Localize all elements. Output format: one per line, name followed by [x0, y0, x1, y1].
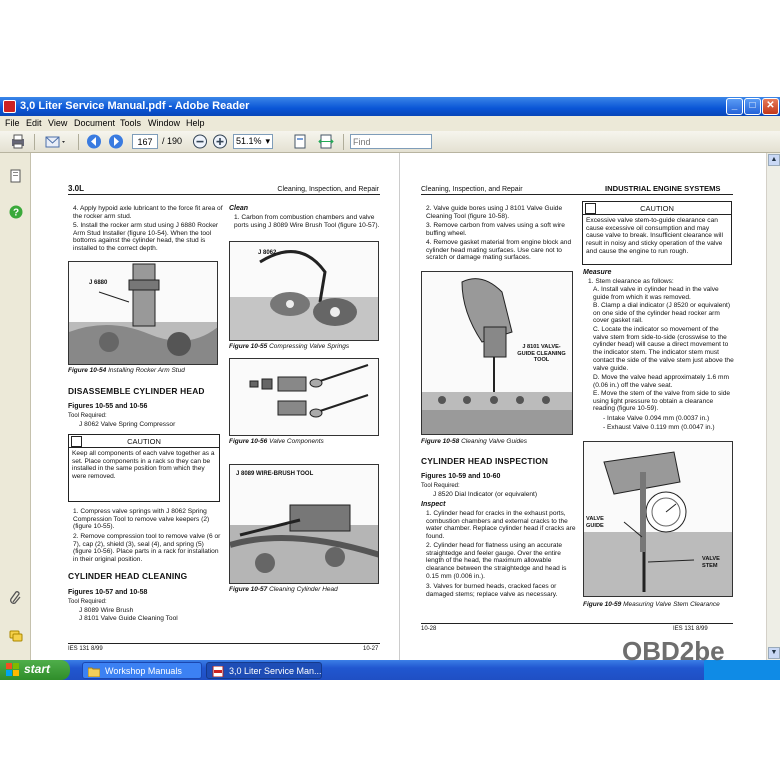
title-bar [0, 97, 780, 116]
zoom-in-icon[interactable] [212, 134, 228, 149]
fit-page-icon[interactable] [292, 134, 308, 149]
zoom-out-icon[interactable] [192, 134, 208, 149]
email-icon[interactable] [44, 134, 66, 149]
step-text: 2. Remove compression tool to remove valve (6 or 7), cap (2), shield (3), seal (4), and spring (5) (figure 10-56). Place parts in a rack for installation in their original position. [73, 533, 221, 564]
maximize-button[interactable]: □ [744, 98, 761, 115]
close-button[interactable]: ✕ [762, 98, 779, 115]
svg-text:?: ? [12, 207, 20, 219]
window-title: 3,0 Liter Service Manual.pdf - Adobe Reader [20, 100, 250, 112]
minimize-button[interactable]: _ [726, 98, 743, 115]
step-text: B. Clamp a dial indicator (J 8520 or equivalent) on one side of the cylinder head rocker arm cover gasket rail. [593, 302, 731, 325]
figure-caption: Figure 10-58 Cleaning Valve Guides [421, 438, 527, 445]
figure-caption: Figure 10-57 Cleaning Cylinder Head [229, 586, 338, 593]
subheading: Measure [583, 269, 612, 276]
figure-caption: Figure 10-55 Compressing Valve Springs [229, 343, 350, 350]
step-text: 4. Apply hypoid axle lubricant to the force fit area of the rocker arm stud. [73, 205, 223, 220]
figure-callout: J 8101 VALVE-GUIDE CLEANING TOOL [517, 344, 566, 363]
caution-text: Keep all components of each valve together as a set. Place components in a rack so they can be installed in the same position from which they were removed. [72, 450, 215, 481]
tool-item: J 8520 Dial Indicator (or equivalent) [433, 491, 538, 498]
figure-caption: Figure 10-59 Measuring Valve Stem Clearance [583, 601, 720, 608]
page-header: INDUSTRIAL ENGINE SYSTEMS [605, 184, 721, 193]
caution-box: CAUTION Excessive valve stem-to-guide clearance can cause excessive oil consumption and may cause valve to break. Insufficient clearance will result in noisy and sticky operation of the valve and cause the engine to run rough. [582, 201, 732, 265]
print-icon[interactable] [10, 134, 26, 149]
attachments-icon[interactable] [9, 590, 23, 604]
page-header: 3.0L [68, 184, 85, 193]
step-text: 1. Stem clearance as follows: [588, 278, 674, 285]
vertical-scrollbar[interactable] [766, 153, 780, 660]
step-text: 3. Remove carbon from valves using a soft wire buffing wheel. [426, 222, 565, 237]
figure-caption: Figure 10-56 Valve Components [229, 438, 324, 445]
step-text: A. Install valve in cylinder head in the valve guide from which it was removed. [593, 286, 719, 301]
tool-item: J 8101 Valve Guide Cleaning Tool [79, 615, 178, 622]
figures-ref: Figures 10-55 and 10-56 [68, 403, 148, 410]
figure-callout: VALVE STEM [702, 556, 720, 569]
step-text: 1. Carbon from combustion chambers and valve ports using J 8089 Wire Brush Tool (figure 10-57). [234, 214, 380, 229]
help-icon[interactable] [9, 205, 23, 219]
figure-callout: J 8089 WIRE-BRUSH TOOL [236, 471, 314, 477]
pdf-icon [212, 666, 224, 677]
next-page-icon[interactable] [108, 134, 124, 149]
figure-10-59 [583, 441, 733, 597]
step-text: 5. Install the rocker arm stud using J 6880 Rocker Arm Stud Installer (figure 10-54). When the tool bottoms against the cylinder head, the stud is installed to the correct depth. [73, 222, 219, 253]
spec-value: - Intake Valve 0.094 mm (0.0037 in.) [603, 415, 710, 422]
figure-10-55 [229, 241, 379, 341]
figure-caption: Figure 10-54 Installing Rocker Arm Stud [68, 367, 185, 374]
adobe-reader-window [0, 97, 780, 660]
section-heading: CYLINDER HEAD INSPECTION [421, 456, 549, 466]
figure-10-54 [68, 261, 218, 365]
tool-required-label: Tool Required: [421, 483, 460, 489]
navigation-panel [0, 153, 31, 660]
page-footer: IES 131 8/99 [68, 646, 103, 652]
warning-icon [71, 436, 82, 447]
page-number: 10-27 [363, 646, 379, 652]
menu-file[interactable]: File [5, 118, 20, 128]
figure-callout: VALVE GUIDE [586, 516, 604, 529]
folder-icon [88, 666, 100, 677]
menu-document[interactable]: Document [74, 118, 116, 128]
step-text: 3. Valves for burned heads, cracked faces or damaged stems; replace valve as necessary. [426, 583, 558, 598]
page-header-title: Cleaning, Inspection, and Repair [277, 186, 379, 193]
page-total: / 190 [162, 136, 183, 146]
scroll-up-arrow[interactable]: ▲ [768, 154, 780, 166]
spec-value: - Exhaust Valve 0.119 mm (0.0047 in.) [603, 424, 715, 431]
subheading: Inspect [421, 501, 446, 508]
page-number: 10-28 [421, 626, 437, 632]
tool-required-label: Tool Required: [68, 413, 107, 419]
subheading: Clean [229, 205, 249, 212]
figure-10-58 [421, 271, 573, 435]
section-heading: DISASSEMBLE CYLINDER HEAD [68, 386, 205, 396]
figure-callout: J 6880 [89, 280, 108, 286]
page-header-title: Cleaning, Inspection, and Repair [421, 186, 523, 193]
task-service-manual[interactable]: 3,0 Liter Service Man... [206, 662, 322, 679]
zoom-select[interactable]: 51.1% ▾ [233, 134, 273, 149]
watermark-logo: OBD2be [622, 636, 725, 666]
step-text: 2. Valve guide bores using J 8101 Valve Guide Cleaning Tool (figure 10-58). [426, 205, 563, 220]
right-page [421, 153, 737, 660]
menu-window[interactable]: Window [148, 118, 181, 128]
figure-10-57 [229, 464, 379, 584]
caution-text: Excessive valve stem-to-guide clearance can cause excessive oil consumption and may cause valve to break. Insufficient clearance will result in noisy and sticky operation of the valve and cause the engine to run rough. [586, 217, 723, 255]
figure-callout: J 8062 [258, 250, 277, 256]
step-text: 1. Cylinder head for cracks in the exhaust ports, combustion chambers and external cracks to the water chamber. Replace cylinder head if cracks are found. [426, 510, 576, 541]
step-text: C. Locate the indicator so movement of the valve stem from side-to-side (crosswise to the cylinder head) will cause a direct movement to the indicator stem. The indicator stem must contact the side of the valve stem just above the valve guide. [593, 326, 734, 372]
left-page [65, 153, 413, 660]
tool-item: J 8089 Wire Brush [79, 607, 134, 614]
page-number-input[interactable] [132, 134, 158, 149]
tool-required-label: Tool Required: [68, 599, 107, 605]
tool-item: J 8062 Valve Spring Compressor [79, 421, 176, 428]
caution-box: CAUTION Keep all components of each valve together as a set. Place components in a rack so they can be installed in the same position from which they were removed. [68, 434, 220, 502]
figures-ref: Figures 10-57 and 10-58 [68, 589, 148, 596]
menu-edit[interactable]: Edit [26, 118, 42, 128]
figures-ref: Figures 10-59 and 10-60 [421, 473, 501, 480]
start-button[interactable]: start [0, 660, 70, 680]
menu-help[interactable]: Help [186, 118, 205, 128]
comments-icon[interactable] [9, 629, 23, 643]
page-footer: IES 131 8/99 [673, 626, 708, 632]
fit-width-icon[interactable] [318, 134, 334, 149]
document-area[interactable] [31, 153, 766, 660]
warning-icon [585, 203, 596, 214]
step-text: D. Move the valve head approximately 1.6 mm (0.06 in.) off the valve seat. [593, 374, 729, 389]
menu-tools[interactable]: Tools [120, 118, 142, 128]
step-text: 1. Compress valve springs with J 8062 Spring Compression Tool to remove valve keepers (2) (figure 10-55). [73, 508, 210, 531]
windows-logo-icon [6, 663, 20, 677]
step-text: 4. Remove gasket material from engine block and cylinder head mating surfaces. Use care not to scratch or damage mating surfaces. [426, 239, 572, 262]
find-input[interactable] [350, 134, 432, 149]
scroll-down-arrow[interactable]: ▼ [768, 647, 780, 659]
step-text: E. Move the stem of the valve from side to side using light pressure to obtain a clearance reading (figure 10-59). [593, 390, 731, 413]
toolbar [0, 131, 780, 153]
section-heading: CYLINDER HEAD CLEANING [68, 571, 188, 581]
adobe-reader-icon [3, 100, 16, 113]
menu-view[interactable]: View [48, 118, 68, 128]
menu-bar [0, 116, 780, 131]
pages-icon[interactable] [9, 169, 23, 183]
step-text: 2. Cylinder head for flatness using an accurate straightedge and feeler gauge. Over the entire length of the head, the maximum allowable clearance between the straightedge and head is 0.15 mm (0.006 in.). [426, 542, 567, 580]
figure-10-56 [229, 358, 379, 436]
task-workshop-manuals[interactable]: Workshop Manuals [82, 662, 202, 679]
previous-page-icon[interactable] [86, 134, 102, 149]
